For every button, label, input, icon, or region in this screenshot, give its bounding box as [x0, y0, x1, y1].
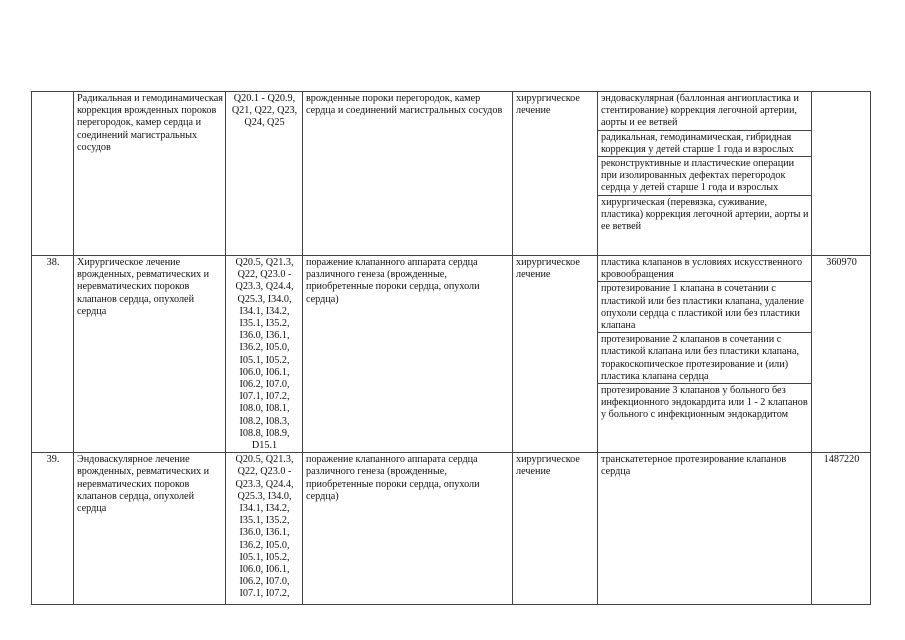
- methods-cell: [598, 256, 812, 453]
- table-row: [32, 256, 871, 453]
- row-number: [32, 92, 74, 256]
- method-item: реконструктивные и пластические операции при изолированных дефектах перегородок сердца у детей старше 1 года и взрослых: [598, 157, 811, 196]
- patient-model: поражение клапанного аппарата сердца различного генеза (врожденные, приобретенные пороки сердца, опухоли сердца): [303, 453, 513, 605]
- treatment-type: хирургическое лечение: [513, 256, 598, 453]
- price-value: 1487220: [812, 453, 871, 605]
- method-item: эндоваскулярная (баллонная ангиопластика и стентирование) коррекция легочной артерии, аорты и ее ветвей: [598, 92, 811, 131]
- method-item: протезирование 2 клапанов в сочетании с пластикой клапана или без пластики клапана, торакоскопическое протезирование и (или) пластика клапана сердца: [598, 333, 811, 384]
- method-item: пластика клапанов в условиях искусственного кровообращения: [598, 256, 811, 282]
- profile-name: Хирургическое лечение врожденных, ревматических и неревматических пороков клапанов сердца, опухолей сердца: [74, 256, 226, 453]
- method-item: транскатетерное протезирование клапанов сердца: [601, 454, 787, 478]
- profile-name: Радикальная и гемодинамическая коррекция врожденных пороков перегородок, камер сердца и соединений магистральных сосудов: [74, 92, 226, 256]
- method-item: радикальная, гемодинамическая, гибридная коррекция у детей старше 1 года и взрослых: [598, 131, 811, 157]
- treatment-type: хирургическое лечение: [513, 453, 598, 605]
- methods-cell: [598, 92, 812, 256]
- treatment-table: [31, 91, 871, 605]
- method-item: хирургическая (перевязка, суживание, пластика) коррекция легочной артерии, аорты и ее ветвей: [601, 196, 809, 233]
- table-row: [32, 92, 871, 256]
- icd-codes: Q20.1 - Q20.9, Q21, Q22, Q23, Q24, Q25: [226, 92, 303, 256]
- profile-name: Эндоваскулярное лечение врожденных, ревматических и неревматических пороков клапанов сердца, опухолей сердца: [74, 453, 226, 605]
- row-number: 38.: [32, 256, 74, 453]
- table-row: [32, 453, 871, 605]
- method-item: протезирование 1 клапана в сочетании с пластикой или без пластики клапана, удаление опухоли сердца с пластикой или без пластики клапана: [598, 282, 811, 333]
- price-value: [812, 92, 871, 256]
- icd-codes: Q20.5, Q21.3, Q22, Q23.0 - Q23.3, Q24.4, Q25.3, I34.0, I34.1, I34.2, I35.1, I35.2, I36.0, I36.1, I36.2, I05.0, I05.1, I05.2, I06.0, I06.1, I06.2, I07.0, I07.1, I07.2, I08.0, I08.1, I08.2, I08.3, I08.8, I08.9, D15.1: [226, 256, 303, 453]
- price-value: 360970: [812, 256, 871, 453]
- method-item: протезирование 3 клапанов у больного без инфекционного эндокардита или 1 - 2 клапанов у больного с инфекционным эндокардитом: [601, 385, 808, 421]
- icd-codes: Q20.5, Q21.3, Q22, Q23.0 - Q23.3, Q24.4, Q25.3, I34.0, I34.1, I34.2, I35.1, I35.2, I36.0, I36.1, I36.2, I05.0, I05.1, I05.2, I06.0, I06.1, I06.2, I07.0, I07.1, I07.2,: [226, 453, 303, 605]
- patient-model: поражение клапанного аппарата сердца различного генеза (врожденные, приобретенные пороки сердца, опухоли сердца): [303, 256, 513, 453]
- patient-model: врожденные пороки перегородок, камер сердца и соединений магистральных сосудов: [303, 92, 513, 256]
- methods-cell: [598, 453, 812, 605]
- row-number: 39.: [32, 453, 74, 605]
- treatment-type: хирургическое лечение: [513, 92, 598, 256]
